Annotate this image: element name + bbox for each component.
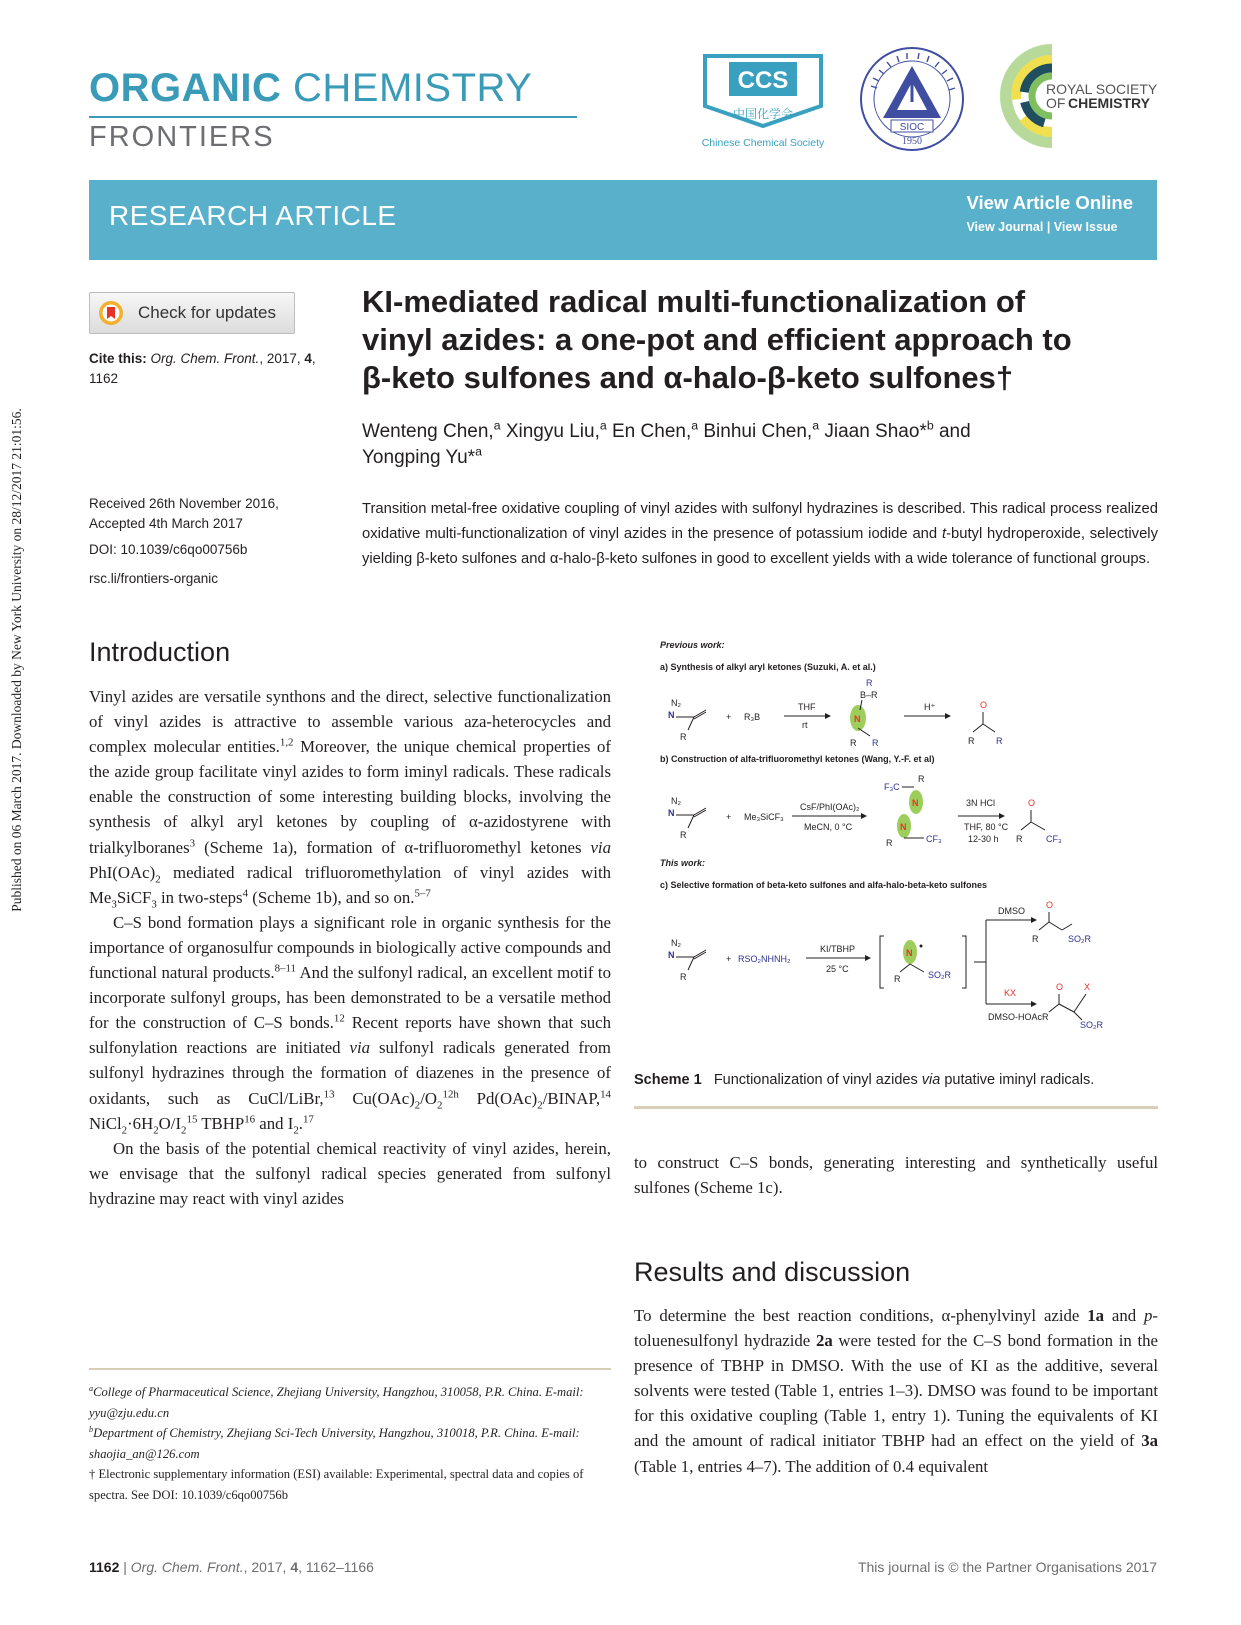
- svg-text:N: N: [912, 798, 919, 808]
- rsc-line1: ROYAL SOCIETY: [1046, 81, 1158, 97]
- scheme-rule: [634, 1106, 1158, 1109]
- scheme-c-dmso: DMSO: [998, 906, 1025, 916]
- view-article-online-link[interactable]: View Article Online: [966, 192, 1133, 213]
- check-for-updates-label: Check for updates: [138, 303, 276, 322]
- svg-text:SO₂R: SO₂R: [928, 970, 951, 980]
- scheme-b-intermediate: [884, 774, 942, 848]
- svg-text:O: O: [1028, 798, 1036, 808]
- scheme-a-hplus: H⁺: [924, 702, 936, 712]
- download-watermark: Published on 06 March 2017. Downloaded by New York University on 28/12/2017 21:01:56.: [9, 408, 24, 912]
- column-2-continuation: to construct C–S bonds, generating interesting and synthetically useful sulfones (Scheme 1c).: [634, 1153, 1158, 1198]
- abstract: Transition metal-free oxidative coupling of vinyl azides with sulfonyl hydrazines is described. This radical process realized oxidative multi-functionalization of vinyl azides in the presence of potassium iodide and t-butyl hydroperoxide, selectively yielding β-keto sulfones and α-halo-β-keto sulfones in good to excellent yields with a wide tolerance of functional groups.: [362, 501, 1158, 567]
- svg-text:R: R: [680, 972, 687, 982]
- svg-text:R: R: [886, 838, 893, 848]
- svg-text:R: R: [1016, 834, 1023, 844]
- accepted-date: Accepted 4th March 2017: [89, 516, 243, 531]
- intro-paragraph-3: On the basis of the potential chemical reactivity of vinyl azides, herein, we envisage that the sulfonyl radical species generated from sulfonyl hydrazine may react with vinyl azides: [89, 1138, 611, 1208]
- article-banner: [89, 180, 1157, 260]
- scheme-c-halo-keto-sulfone: [1042, 982, 1103, 1030]
- svg-text:R: R: [680, 830, 687, 840]
- scheme-b-me3sicf3: Me₃SiCF₃: [744, 812, 784, 822]
- article-dates: [89, 494, 339, 589]
- page-footer-left: 1162 | Org. Chem. Front., 2017, 4, 1162–1166: [89, 1559, 374, 1575]
- citation: Cite this: Org. Chem. Front., 2017, 4, 1162: [89, 351, 316, 386]
- svg-text:R: R: [872, 738, 879, 748]
- intro-paragraph-2: C–S bond formation plays a significant role in organic synthesis for the importance of organosulfur compounds in biologically active compounds and functional natural products.$^{8-11}$ And the sulfonyl radical, an excellent motif to incorporate sulfonyl groups, has been demonstrated to be a versatile method for the construction of C–S bonds.$^{12}$ Recent reports have shown that such sulfonylation reactions are initiated via sulfonyl radicals generated from sulfonyl hydrazines through the formation of diazenes in the presence of oxidants, such as CuCl/LiBr,$^{13}$ $Cu(OAc)_2/O_2^{12h}$ $Pd(OAc)_2/BINAP,^{14}$ $NiCl_2\cdot 6H_2O/I_2^{15}$ TBHP$^{16}$ and $I_2.^{17}$: [89, 912, 611, 1136]
- article-links: [966, 192, 1133, 234]
- svg-text:O: O: [980, 700, 988, 710]
- svg-text:N₂: N₂: [671, 938, 681, 948]
- svg-text:R: R: [894, 974, 901, 984]
- scheme-c-kx: KX: [1004, 988, 1017, 998]
- scheme-b-label: b) Construction of alfa-trifluoromethyl ketones (Wang, Y.-F. et al): [660, 754, 935, 764]
- svg-text:N: N: [668, 950, 675, 960]
- doi: DOI: 10.1039/c6qo00756b: [89, 542, 248, 557]
- scheme-a-label: a) Synthesis of alkyl aryl ketones (Suzuki, A. et al.): [660, 662, 876, 672]
- scheme-c-kitbhp: KI/TBHP: [820, 944, 856, 954]
- svg-text:SO₂R: SO₂R: [1068, 934, 1091, 944]
- sioc-year: 1950: [902, 136, 922, 147]
- page-footer-right: This journal is © the Partner Organisations 2017: [857, 1559, 1157, 1575]
- svg-text:R: R: [996, 736, 1003, 746]
- results-body: To determine the best reaction conditions, α-phenylvinyl azide 1a and p-toluenesulfonyl hydrazide 2a were tested for the C–S bond formation in the presence of TBHP in DMSO. With the use of KI as the additive, several solvents were tested (Table 1, entries 1–3). DMSO was found to be important for this oxidative coupling (Table 1, entry 1). Tuning the equivalents of KI and the amount of radical initiator TBHP had an effect on the yield of 3a (Table 1, entries 4–7). The addition of 0.4 equivalent: [634, 1306, 1159, 1476]
- svg-text:N: N: [668, 808, 675, 818]
- svg-text:R: R: [866, 678, 873, 688]
- scheme-this-work-label: This work:: [660, 858, 706, 868]
- svg-text:N: N: [854, 714, 861, 724]
- article-type: RESEARCH ARTICLE: [109, 200, 397, 231]
- rsc-line3: CHEMISTRY: [1068, 95, 1150, 111]
- svg-text:R: R: [918, 774, 925, 784]
- check-for-updates-button[interactable]: [89, 292, 295, 334]
- scheme-c-keto-sulfone: [1032, 900, 1091, 944]
- svg-text:N: N: [906, 948, 913, 958]
- journal-name: ORGANIC CHEMISTRY: [89, 66, 533, 110]
- footnote-b: $^b$Department of Chemistry, Zhejiang Sci-Tech University, Hangzhou, 310018, P.R. China. E-mail: shaojia_an@126.com: [89, 1424, 580, 1461]
- sioc-label: SIOC: [899, 122, 925, 133]
- svg-text:CF₃: CF₃: [926, 834, 942, 844]
- svg-text:R: R: [1032, 934, 1039, 944]
- svg-text:CF₃: CF₃: [1046, 834, 1062, 844]
- scheme-b-time: 12-30 h: [968, 834, 999, 844]
- scheme-b-hcl: 3N HCl: [966, 798, 996, 808]
- ccs-mark: CCS: [737, 67, 789, 94]
- scheme-c-label: c) Selective formation of beta-keto sulfones and alfa-halo-beta-keto sulfones: [660, 880, 988, 890]
- footnote-esi: † Electronic supplementary information (ESI) available: Experimental, spectral data and copies of spectra. See DOI: 10.1039/c6qo00756b: [89, 1467, 584, 1502]
- journal-link[interactable]: rsc.li/frontiers-organic: [89, 571, 219, 586]
- svg-text:R: R: [850, 738, 857, 748]
- scheme-b-thf80: THF, 80 °C: [964, 822, 1009, 832]
- scheme-a-vinyl-azide: [668, 698, 706, 742]
- scheme-b-mecn: MeCN, 0 °C: [804, 822, 853, 832]
- svg-text:N₂: N₂: [671, 698, 681, 708]
- scheme-a-plus: +: [726, 712, 732, 722]
- check-updates-icon: [98, 300, 124, 326]
- ccs-english: Chinese Chemical Society: [701, 137, 825, 149]
- sioc-logo: [857, 44, 967, 154]
- scheme-c-dmso-hoac: DMSO-HOAc: [988, 1012, 1042, 1022]
- footnotes: [89, 1382, 611, 1505]
- view-issue-link[interactable]: View Issue: [1053, 220, 1118, 234]
- scheme-1-figure: [634, 640, 1158, 1068]
- svg-text:F₃C: F₃C: [884, 782, 900, 792]
- footnote-rule: [89, 1368, 611, 1370]
- scheme-previous-label: Previous work:: [660, 640, 725, 650]
- introduction-body: [89, 684, 611, 1211]
- scheme-a-intermediate: [850, 678, 879, 748]
- svg-text:X: X: [1084, 982, 1091, 992]
- results-heading: Results and discussion: [634, 1257, 911, 1287]
- introduction-heading: Introduction: [89, 637, 231, 667]
- intro-paragraph-1: Vinyl azides are versatile synthons and the direct, selective functionalization of vinyl azides is attractive to assemble various aza-heterocycles and complex molecular entities.$^{1,2}$ Moreover, the unique chemical properties of the azide group facilitate vinyl azides to form iminyl radicals. These radicals enable the construction of some interesting building blocks, involving the synthesis of alkyl aryl ketones by coupling of α-azidostyrene with trialkylboranes$^3$ (Scheme 1a), formation of α-trifluoromethyl ketones via $PhI(OAc)_2$ mediated radical trifluoromethylation of vinyl azides with $Me_3SiCF_3$ in two-steps$^4$ (Scheme 1b), and so on.$^{5-7}$: [89, 687, 611, 911]
- svg-text:R: R: [1042, 1012, 1049, 1022]
- rsc-logo: [1000, 44, 1160, 148]
- rsc-line2: OF: [1046, 95, 1066, 111]
- scheme-1-caption: Scheme 1 Functionalization of vinyl azides via putative iminyl radicals.: [634, 1072, 1095, 1088]
- scheme-b-plus: +: [726, 812, 732, 822]
- author-list: Wenteng Chen,$^a$ Xingyu Liu,$^a$ En Chen,$^a$ Binhui Chen,$^a$ Jiaan Shao*$^b$ and Yongping Yu*$^a$: [362, 418, 971, 468]
- scheme-a-rt: rt: [802, 720, 808, 730]
- svg-text:N₂: N₂: [671, 796, 681, 806]
- scheme-c-temp: 25 °C: [826, 964, 849, 974]
- article-title: KI-mediated radical multi-functionalization of vinyl azides: a one-pot and efficient approach to β-keto sulfones and α-halo-β-keto sulfones†: [362, 284, 1072, 395]
- scheme-b-csf: CsF/PhI(OAc)₂: [800, 802, 860, 812]
- journal-rule: [89, 116, 577, 118]
- svg-text:N: N: [668, 710, 675, 720]
- svg-text:SO₂R: SO₂R: [1080, 1020, 1103, 1030]
- svg-text:B–R: B–R: [860, 690, 878, 700]
- svg-text:R: R: [680, 732, 687, 742]
- scheme-c-vinyl-azide: [668, 938, 706, 982]
- footnote-a: $^a$College of Pharmaceutical Science, Zhejiang University, Hangzhou, 310058, P.R. China. E-mail: yyu@zju.edu.cn: [89, 1383, 584, 1420]
- svg-text:O: O: [1056, 982, 1064, 992]
- scheme-b-vinyl-azide: [668, 796, 706, 840]
- svg-text:R: R: [968, 736, 975, 746]
- scheme-c-plus: +: [726, 954, 732, 964]
- ccs-chinese: 中国化学会: [732, 107, 794, 121]
- received-date: Received 26th November 2016,: [89, 496, 279, 511]
- ccs-logo: [699, 48, 827, 154]
- link-separator: |: [1046, 220, 1051, 234]
- svg-text:N: N: [900, 822, 907, 832]
- journal-subtitle: FRONTIERS: [89, 121, 275, 153]
- view-journal-link[interactable]: View Journal: [966, 220, 1044, 234]
- scheme-a-r3b: R₃B: [744, 712, 761, 722]
- scheme-a-thf: THF: [798, 702, 816, 712]
- scheme-c-radical-intermediate: [880, 936, 966, 988]
- scheme-c-rso2: RSO₂NHNH₂: [738, 954, 791, 964]
- scheme-b-product: [1016, 798, 1062, 844]
- scheme-a-product: [968, 700, 1003, 746]
- svg-text:O: O: [1046, 900, 1054, 910]
